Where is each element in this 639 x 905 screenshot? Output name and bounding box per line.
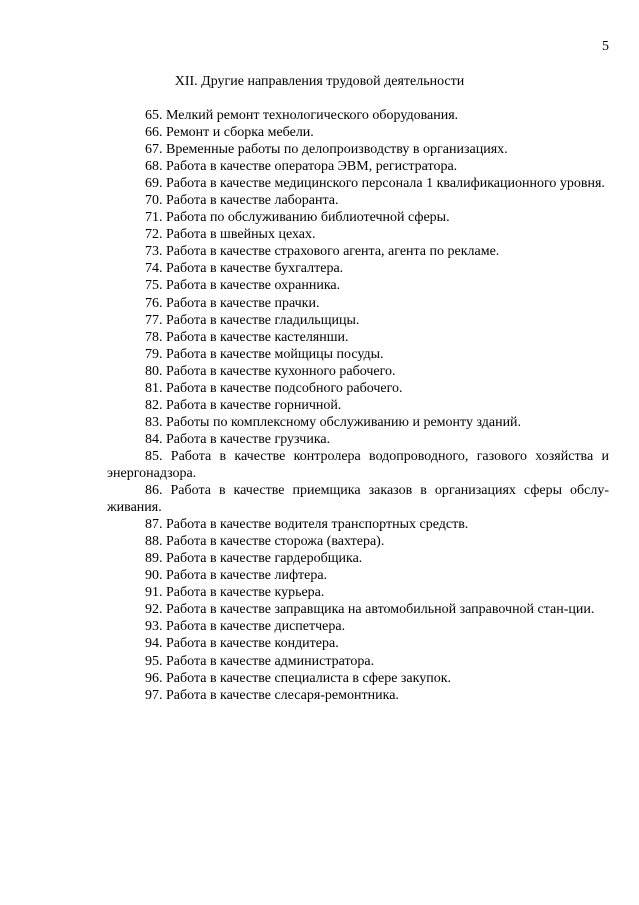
list-item: 97. Работа в качестве слесаря-ремонтника. — [145, 687, 399, 703]
list-item: 70. Работа в качестве лаборанта. — [145, 193, 339, 209]
list-item: 75. Работа в качестве охранника. — [145, 278, 341, 294]
list-item: 92. Работа в качестве заправщика на автомобильной заправочной стан-ции. — [145, 602, 595, 618]
list-item: 94. Работа в качестве кондитера. — [145, 636, 339, 652]
list-item: 65. Мелкий ремонт технологического оборудования. — [145, 108, 459, 123]
list-item: 86. Работа в качестве приемщика заказов в организациях сферы обслу-живания. — [107, 483, 609, 516]
list-item: 66. Ремонт и сборка мебели. — [145, 125, 314, 141]
list-item: 80. Работа в качестве кухонного рабочего. — [145, 363, 396, 379]
list-item: 83. Работы по комплексному обслуживанию и ремонту зданий. — [145, 414, 522, 430]
list-item: 85. Работа в качестве контролера водопроводного, газового хозяйства и энергонадзора. — [107, 448, 609, 481]
item-list — [107, 107, 609, 704]
list-item: 82. Работа в качестве горничной. — [145, 397, 342, 413]
list-item: 84. Работа в качестве грузчика. — [145, 431, 331, 447]
list-item: 91. Работа в качестве курьера. — [145, 585, 325, 601]
list-item: 76. Работа в качестве прачки. — [145, 295, 320, 311]
list-item: 72. Работа в швейных цехах. — [145, 227, 316, 243]
page-number: 5 — [602, 39, 609, 54]
list-item: 89. Работа в качестве гардеробщика. — [145, 551, 363, 567]
list-item: 79. Работа в качестве мойщицы посуды. — [145, 346, 384, 362]
list-item: 69. Работа в качестве медицинского персонала 1 квалификационного уровня. — [145, 176, 605, 192]
list-item: 87. Работа в качестве водителя транспортных средств. — [145, 517, 469, 533]
list-item: 68. Работа в качестве оператора ЭВМ, регистратора. — [145, 159, 458, 175]
list-item: 81. Работа в качестве подсобного рабочего. — [145, 380, 403, 396]
list-item: 93. Работа в качестве диспетчера. — [145, 619, 346, 635]
section-title: XII. Другие направления трудовой деятельности — [174, 74, 465, 89]
list-item: 96. Работа в качестве специалиста в сфере закупок. — [145, 670, 452, 686]
list-item: 78. Работа в качестве кастелянши. — [145, 329, 349, 345]
list-item: 88. Работа в качестве сторожа (вахтера). — [145, 534, 385, 550]
list-item: 95. Работа в качестве администратора. — [145, 653, 375, 669]
list-item: 71. Работа по обслуживанию библиотечной сферы. — [145, 210, 450, 226]
list-item: 90. Работа в качестве лифтера. — [145, 568, 328, 584]
list-item: 77. Работа в качестве гладильщицы. — [145, 312, 360, 328]
list-item: 67. Временные работы по делопроизводству в организациях. — [145, 142, 508, 158]
list-item: 74. Работа в качестве бухгалтера. — [145, 261, 344, 277]
list-item: 73. Работа в качестве страхового агента, агента по рекламе. — [145, 244, 500, 260]
